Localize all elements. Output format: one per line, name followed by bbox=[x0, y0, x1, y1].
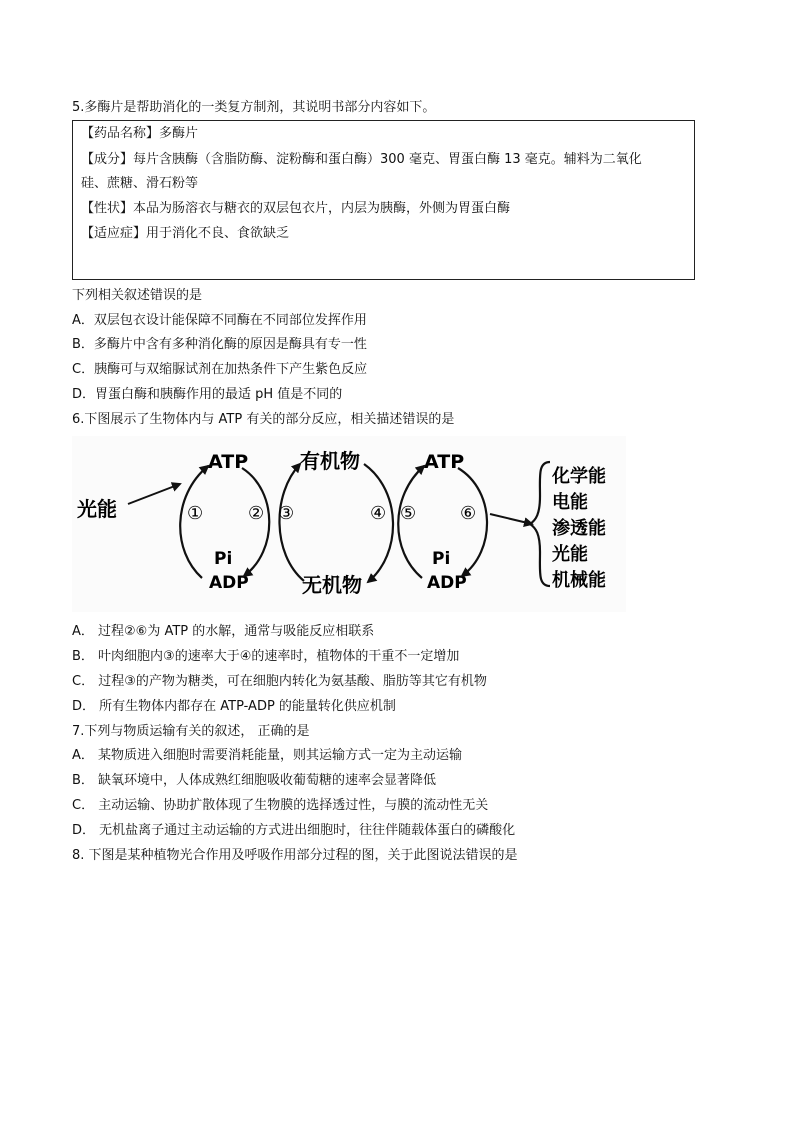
q5-option-b: B．多酶片中含有多种消化酶的原因是酶具有专一性 bbox=[72, 337, 367, 352]
pi-label-right: Pi bbox=[432, 549, 451, 569]
q5-stem: 5.多酶片是帮助消化的一类复方制剂，其说明书部分内容如下。 bbox=[72, 100, 436, 115]
q7-option-d: D． 无机盐离子通过主动运输的方式进出细胞时，往往伴随载体蛋白的磷酸化 bbox=[72, 823, 516, 838]
box-line-ingredients: 【成分】每片含胰酶（含脂防酶、淀粉酶和蛋白酶）300 毫克、胃蛋白酶 13 毫克。辅料为二氧化 bbox=[81, 152, 642, 167]
atp-cycle-diagram bbox=[72, 436, 626, 612]
energy-electrical: 电能 bbox=[552, 492, 588, 513]
q6-option-d: D． 所有生物体内都存在 ATP-ADP 的能量转化供应机制 bbox=[72, 699, 396, 714]
process-5-number: ⑤ bbox=[400, 503, 417, 524]
energy-osmotic: 渗透能 bbox=[552, 518, 606, 539]
process-1-number: ① bbox=[187, 503, 204, 524]
energy-light: 光能 bbox=[552, 544, 588, 565]
energy-mechanical: 机械能 bbox=[552, 570, 606, 591]
q5-prompt: 下列相关叙述错误的是 bbox=[72, 288, 203, 303]
box-line-name: 【药品名称】多酶片 bbox=[81, 126, 199, 141]
atp-label-left: ATP bbox=[208, 451, 249, 473]
q5-option-d: D．胃蛋白酶和胰酶作用的最适 pH 值是不同的 bbox=[72, 387, 343, 402]
q5-option-a: A．双层包衣设计能保障不同酶在不同部位发挥作用 bbox=[72, 313, 367, 328]
q8-stem: 8. 下图是某种植物光合作用及呼吸作用部分过程的图，关于此图说法错误的是 bbox=[72, 848, 518, 863]
pi-label-left: Pi bbox=[214, 549, 233, 569]
process-4-number: ④ bbox=[370, 503, 387, 524]
q6-option-b: B． 叶肉细胞内③的速率大于④的速率时，植物体的干重不一定增加 bbox=[72, 649, 460, 664]
box-line-excipients: 硅、蔗糖、滑石粉等 bbox=[81, 176, 199, 191]
adp-label-left: ADP bbox=[209, 573, 249, 593]
inorganic-matter-label: 无机物 bbox=[302, 573, 362, 597]
process-3-number: ③ bbox=[278, 503, 295, 524]
organic-matter-label: 有机物 bbox=[300, 449, 360, 473]
q5-option-c: C．胰酶可与双缩脲试剂在加热条件下产生紫色反应 bbox=[72, 362, 368, 377]
q6-option-a: A． 过程②⑥为 ATP 的水解，通常与吸能反应相联系 bbox=[72, 624, 375, 639]
box-line-properties: 【性状】本品为肠溶衣与糖衣的双层包衣片，内层为胰酶，外侧为胃蛋白酶 bbox=[81, 201, 511, 216]
q6-stem: 6.下图展示了生物体内与 ATP 有关的部分反应，相关描述错误的是 bbox=[72, 412, 455, 427]
box-line-indications: 【适应症】用于消化不良、食欲缺乏 bbox=[81, 226, 290, 241]
drug-label-box bbox=[72, 120, 695, 280]
q7-option-c: C． 主动运输、协助扩散体现了生物膜的选择透过性，与膜的流动性无关 bbox=[72, 798, 489, 813]
adp-label-right: ADP bbox=[427, 573, 467, 593]
light-energy-label: 光能 bbox=[77, 497, 117, 521]
energy-chemical: 化学能 bbox=[552, 466, 606, 487]
q6-option-c: C． 过程③的产物为糖类，可在细胞内转化为氨基酸、脂肪等其它有机物 bbox=[72, 674, 487, 689]
process-6-number: ⑥ bbox=[460, 503, 477, 524]
q7-option-a: A． 某物质进入细胞时需要消耗能量，则其运输方式一定为主动运输 bbox=[72, 748, 463, 763]
q7-stem: 7.下列与物质运输有关的叙述， 正确的是 bbox=[72, 724, 310, 739]
process-2-number: ② bbox=[248, 503, 265, 524]
atp-label-right: ATP bbox=[424, 451, 465, 473]
q7-option-b: B． 缺氧环境中，人体成熟红细胞吸收葡萄糖的速率会显著降低 bbox=[72, 773, 437, 788]
